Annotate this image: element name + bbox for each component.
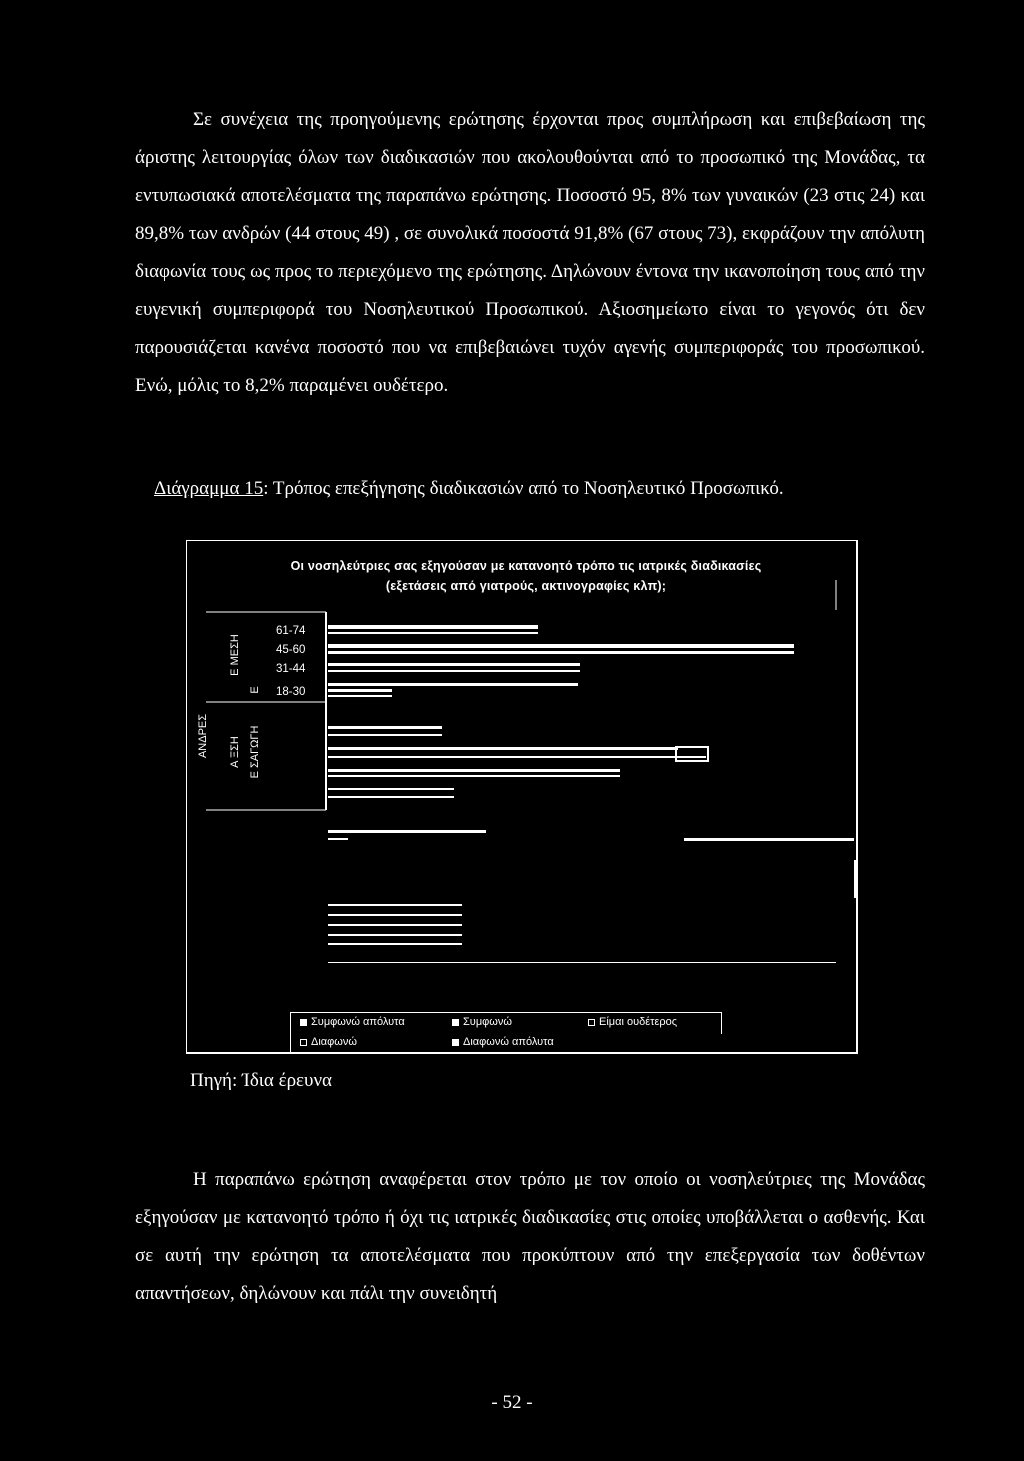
- bar-31-44-b: [328, 670, 580, 672]
- bar-group5-3: [328, 934, 462, 936]
- legend-item-0: [300, 1016, 405, 1028]
- bar-61-74-b: [328, 632, 538, 634]
- group-labels: [197, 634, 261, 778]
- legend-item-2: [588, 1016, 677, 1028]
- chart-legend: [290, 1012, 722, 1052]
- legend-item-1: [452, 1016, 512, 1028]
- bar-18-30-c: [328, 695, 392, 697]
- legend-label-1: Συμφωνώ: [463, 1016, 512, 1028]
- paragraph-1-text: Σε συνέχεια της προηγούμενης ερώτησης έρχονται προς συμπλήρωση και επιβεβαίωση της άριστης λειτουργίας όλων των διαδικασιών που ακολουθούνται από το προσωπικό της Μονάδας, τα εντυπωσιακά αποτελέσματα της παραπάνω ερώτησης. Ποσοστό 95, 8% των γυναικών (23 στις 24) και 89,8% των ανδρών (44 στους 49) , σε συνολικά ποσοστά 91,8% (67 στους 73), εκφράζουν την απόλυτη διαφωνία τους ως προς το περιεχόμενο της ερώτησης. Δηλώνουν έντονα την ικανοποίηση τους από την ευγενική συμπεριφορά του Νοσηλευτικού Προσωπικού. Αξιοσημείωτο είναι το γεγονός ότι δεν παρουσιάζεται κανένα ποσοστό που να επιβεβαιώνει τυχόν αγενής συμπεριφοράς του προσωπικού. Ενώ, μόλις το 8,2% παραμένει ουδέτερο.: [135, 109, 925, 396]
- bar-group2-2b: [328, 756, 706, 758]
- paragraph-1: [135, 101, 925, 405]
- bar-group2-4: [328, 775, 620, 777]
- bar-marker: [676, 747, 708, 761]
- legend-item-4: [452, 1036, 554, 1048]
- legend-swatch-3: [300, 1039, 307, 1046]
- bar-right-tick: [854, 860, 856, 898]
- category-label-1: 45-60: [276, 644, 306, 656]
- legend-label-3: Διαφωνώ: [311, 1036, 357, 1048]
- bar-group2-1: [328, 734, 442, 736]
- paragraph-2: [135, 1161, 925, 1313]
- bar-group2-0: [328, 726, 442, 729]
- paragraph-2-text: Η παραπάνω ερώτηση αναφέρεται στον τρόπο με τον οποίο οι νοσηλεύτριες της Μονάδας εξηγούσαν με κατανοητό τρόπο ή όχι τις ιατρικές διαδικασίες στις οποίες υποβάλλεται ο ασθενής. Και σε αυτή την ερώτηση τα αποτελέσματα που προκύπτουν από την επεξεργασία των δοθέντων απαντήσεων, δηλώνουν και πάλι την συνειδητή: [135, 1169, 925, 1304]
- group-label-3: Α ΞΣΗ: [229, 736, 241, 768]
- category-labels: [276, 625, 306, 698]
- category-label-2: 31-44: [276, 663, 306, 675]
- bar-group4-1: [328, 838, 348, 840]
- bar-45-60-b: [328, 651, 794, 654]
- bar-bottom-line: [328, 962, 836, 963]
- caption-text: : Τρόπος επεξήγησης διαδικασιών από το Νοσηλευτικό Προσωπικό.: [263, 478, 784, 499]
- bar-right-0: [684, 838, 854, 841]
- bar-group5-4: [328, 943, 462, 945]
- chart: [186, 540, 858, 1054]
- bar-45-60-a: [328, 644, 794, 648]
- group-label-4: Ε ΣΑΓΩΓΗ: [249, 725, 261, 779]
- bar-group5-2: [328, 924, 462, 926]
- chart-title: Οι νοσηλεύτριες σας εξηγούσαν με κατανοητό τρόπο τις ιατρικές διαδικασίες (εξετάσεις από γιατρούς, ακτινογραφίες κλπ);: [290, 559, 762, 593]
- group-label-0: ΑΝΔΡΕΣ: [197, 713, 209, 759]
- bar-61-74-a: [328, 625, 538, 629]
- bar-group3-1: [328, 796, 454, 798]
- source-note: Πηγή: Ίδια έρευνα: [190, 1070, 332, 1091]
- bars: [328, 625, 856, 963]
- category-label-3: 18-30: [276, 686, 306, 698]
- category-label-0: 61-74: [276, 625, 306, 637]
- bar-group3-0: [328, 788, 454, 790]
- figure-caption: [134, 478, 894, 500]
- legend-swatch-2: [588, 1019, 595, 1026]
- chart-plot: [186, 540, 858, 1054]
- group-label-2: Ε: [249, 686, 261, 694]
- page-number: - 52 -: [491, 1392, 533, 1413]
- bar-18-30-b: [328, 689, 392, 692]
- legend-swatch-0: [300, 1019, 307, 1026]
- bar-31-44-a: [328, 663, 580, 666]
- bar-group5-1: [328, 914, 462, 916]
- legend-swatch-1: [452, 1019, 459, 1026]
- bar-18-30-a: [328, 683, 578, 686]
- bar-group5-0: [328, 904, 462, 906]
- bar-group2-2a: [328, 747, 678, 750]
- legend-item-3: [300, 1036, 357, 1048]
- legend-label-0: Συμφωνώ απόλυτα: [311, 1016, 405, 1028]
- caption-label: Διάγραμμα 15: [154, 478, 264, 499]
- legend-label-4: Διαφωνώ απόλυτα: [463, 1036, 554, 1048]
- legend-label-2: Είμαι ουδέτερος: [599, 1016, 678, 1028]
- group-label-1: Ε ΜΕΣΗ: [229, 634, 241, 676]
- legend-swatch-4: [452, 1039, 459, 1046]
- bar-group2-3: [328, 769, 620, 772]
- bar-group4-0: [328, 830, 486, 833]
